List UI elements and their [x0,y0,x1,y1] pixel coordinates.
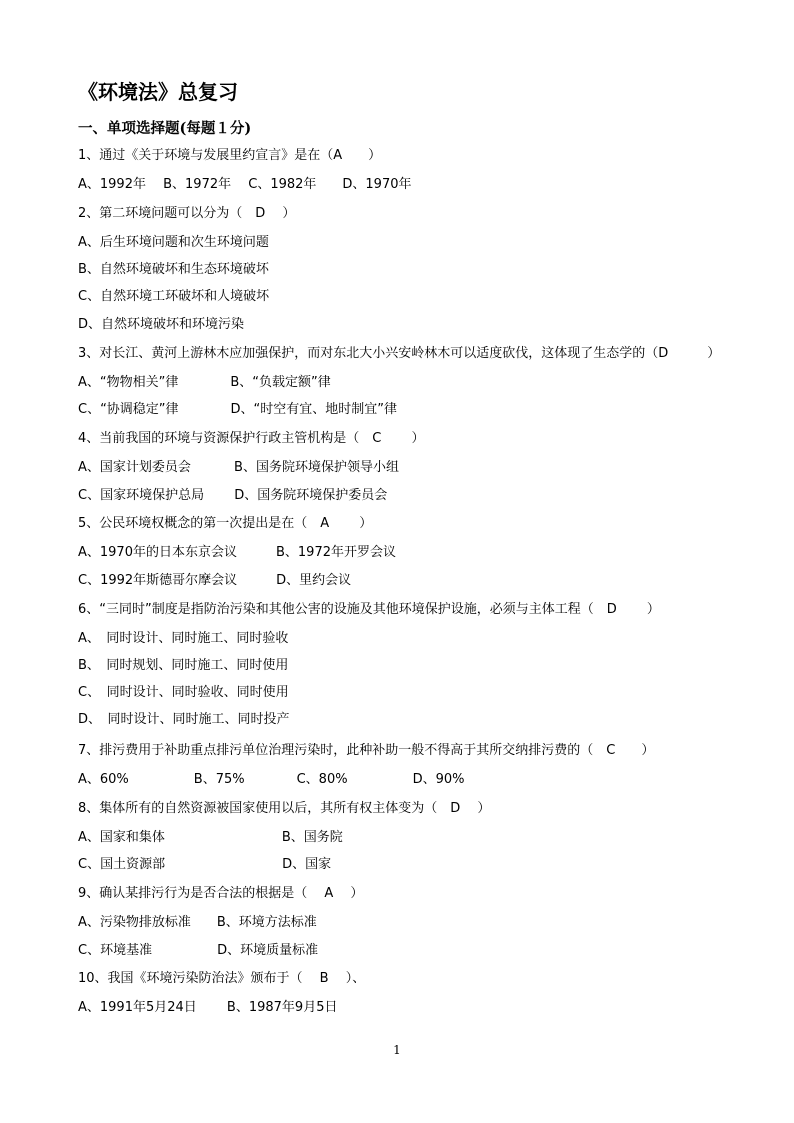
question-6: 6、“三同时”制度是指防治污染和其他公害的设施及其他环境保护设施，必须与主体工程（ D ） [78,602,660,617]
options-5cd: C、1992年斯德哥尔摩会议 D、里约会议 [78,573,352,588]
options-8ab: A、国家和集体 B、国务院 [78,830,343,845]
page-number: 1 [393,1043,401,1057]
options-8cd: C、国土资源部 D、国家 [78,857,332,872]
question-2: 2、第二环境问题可以分为（ D ） [78,206,296,221]
options-5ab: A、1970年的日本东京会议 B、1972年开罗会议 [78,545,396,560]
options-7: A、60% B、75% C、80% D、90% [78,772,465,787]
question-1: 1、通过《关于环境与发展里约宣言》是在（A ） [78,148,382,163]
question-10: 10、我国《环境污染防治法》颁布于（ B ）、 [78,971,366,986]
document-title: 《环境法》总复习 [78,80,238,104]
question-5: 5、公民环境权概念的第一次提出是在（ A ） [78,516,373,531]
options-4cd: C、国家环境保护总局 D、国务院环境保护委员会 [78,488,388,503]
options-9ab: A、污染物排放标准 B、环境方法标准 [78,915,317,930]
options-3cd: C、“协调稳定”律 D、“时空有宜、地时制宜”律 [78,402,398,417]
options-9cd: C、环境基准 D、环境质量标准 [78,943,319,958]
options-1: A、1992年 B、1972年 C、1982年 D、1970年 [78,177,412,192]
option-6a: A、 同时设计、同时施工、同时验收 [78,631,289,646]
question-8: 8、集体所有的自然资源被国家使用以后，其所有权主体变为（ D ） [78,801,491,816]
question-3: 3、对长江、黄河上游林木应加强保护，而对东北大小兴安岭林木可以适度砍伐，这体现了生态学的（D ） [78,346,721,361]
options-3ab: A、“物物相关”律 B、“负载定额”律 [78,375,331,390]
option-6c: C、 同时设计、同时验收、同时使用 [78,685,289,700]
question-9: 9、确认某排污行为是否合法的根据是（ A ） [78,886,364,901]
option-6d: D、 同时设计、同时施工、同时投产 [78,712,290,727]
section-heading: 一、单项选择题(每题１分) [78,120,252,137]
options-10ab: A、1991年5月24日 B、1987年9月5日 [78,1000,338,1015]
question-7: 7、排污费用于补助重点排污单位治理污染时，此种补助一般不得高于其所交纳排污费的（ C ） [78,743,655,758]
option-2d: D、自然环境破坏和环境污染 [78,317,245,332]
option-6b: B、 同时规划、同时施工、同时使用 [78,658,289,673]
option-2b: B、自然环境破坏和生态环境破坏 [78,262,269,277]
option-2a: A、后生环境问题和次生环境问题 [78,235,269,250]
question-4: 4、当前我国的环境与资源保护行政主管机构是（ C ） [78,431,425,446]
option-2c: C、自然环境工环破坏和人境破坏 [78,289,270,304]
options-4ab: A、国家计划委员会 B、国务院环境保护领导小组 [78,460,399,475]
